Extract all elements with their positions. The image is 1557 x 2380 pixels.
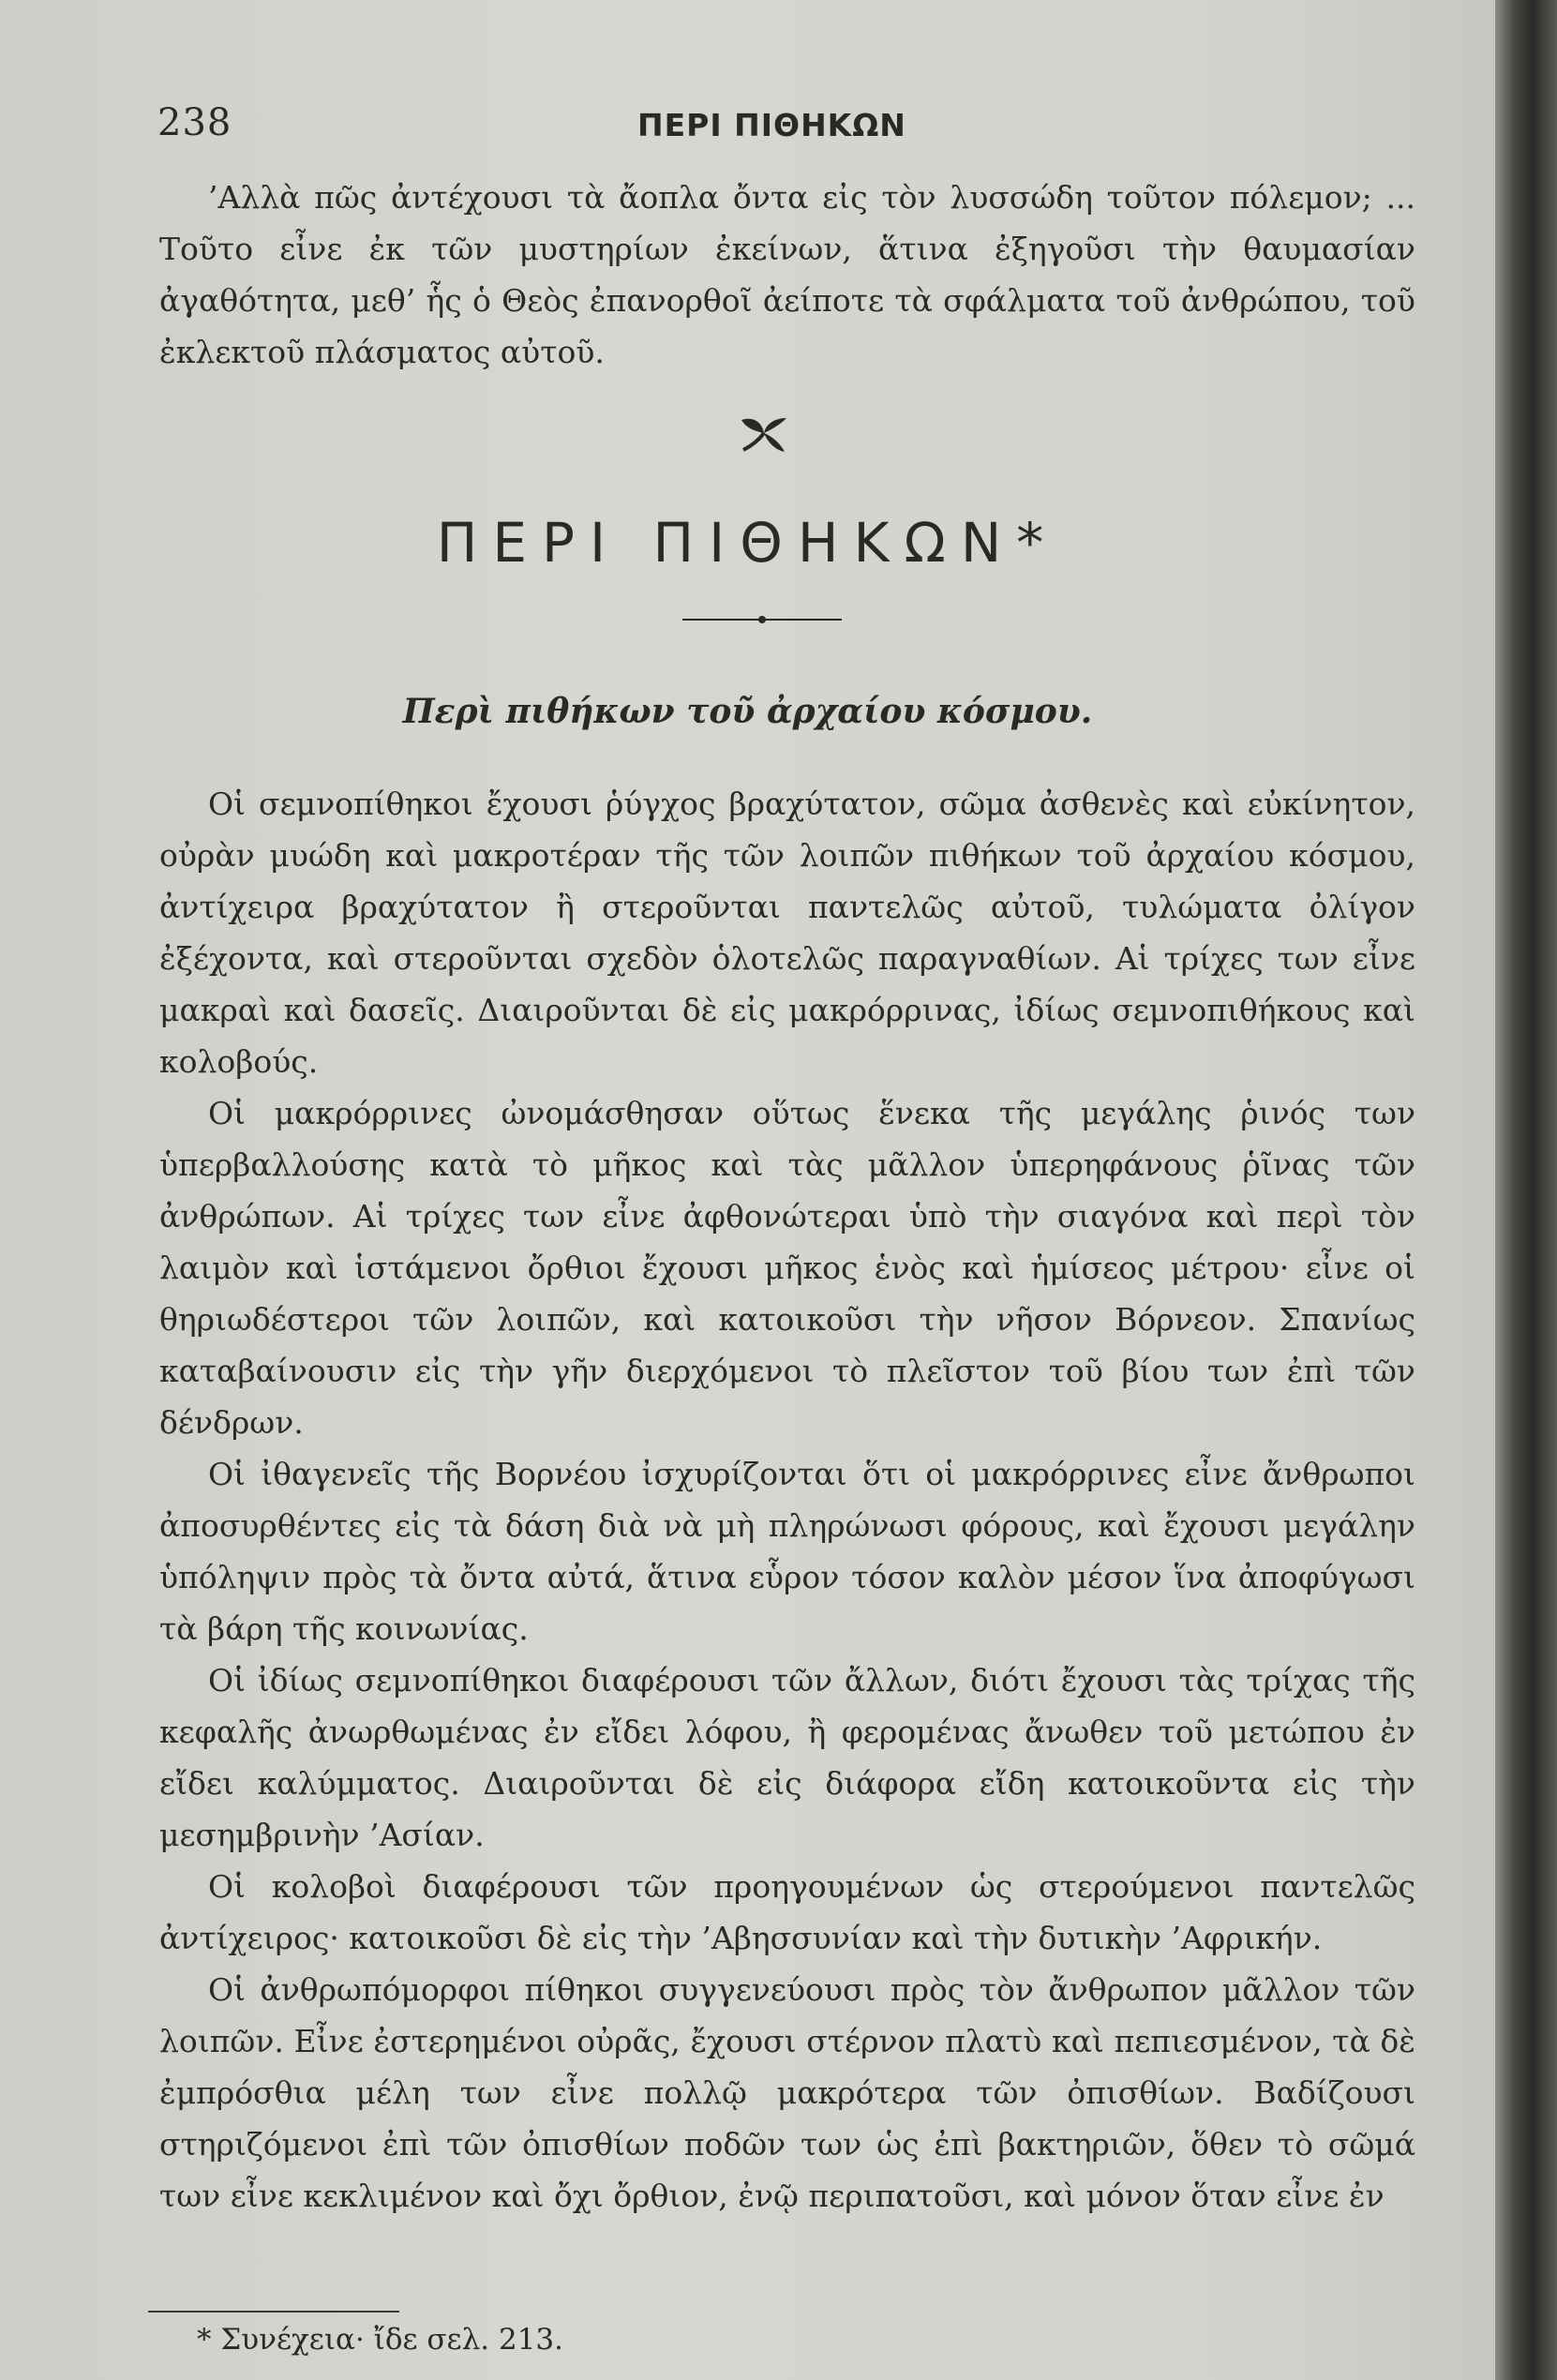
intro-paragraph: ’Αλλὰ πῶς ἀντέχουσι τὰ ἄοπλα ὄντα εἰς τὸν λυσσώδη τοῦτον πόλεμον; ... Τοῦτο εἶνε ἐκ τῶν μυστηρίων ἐκείνων, ἅτινα ἐξηγοῦσι τὴν θαυμασίαν ἀγαθότητα, μεθ’ ἧς ὁ Θεὸς ἐπανορθοῖ ἀείποτε τὰ σφάλματα τοῦ ἀνθρώπου, τοῦ ἐκλεκτοῦ πλάσματος αὐτοῦ. xyxy=(159,179,1415,370)
article-body xyxy=(159,778,1415,2222)
body-paragraph: Οἱ σεμνοπίθηκοι ἔχουσι ῥύγχος βραχύτατον, σῶμα ἀσθενὲς καὶ εὐκίνητον, οὐρὰν μυώδη καὶ μακροτέραν τῆς τῶν λοιπῶν πιθήκων τοῦ ἀρχαίου κόσμου, ἀντίχειρα βραχύτατον ἢ στεροῦνται παντελῶς αὐτοῦ, τυλώματα ὀλίγον ἐξέχοντα, καὶ στεροῦνται σχεδὸν ὁλοτελῶς παραγναθίων. Αἱ τρίχες των εἶνε μακραὶ καὶ δασεῖς. Διαιροῦνται δὲ εἰς μακρόρρινας, ἰδίως σεμνοπιθήκους καὶ κολοβούς. xyxy=(159,786,1415,1080)
body-paragraph: Οἱ ἰδίως σεμνοπίθηκοι διαφέρουσι τῶν ἄλλων, διότι ἔχουσι τὰς τρίχας τῆς κεφαλῆς ἀνωρθωμένας ἐν εἴδει λόφου, ἢ φερομένας ἄνωθεν τοῦ μετώπου ἐν εἴδει καλύμματος. Διαιροῦνται δὲ εἰς διάφορα εἴδη κατοικοῦντα εἰς τὴν μεσημβρινὴν ’Ασίαν. xyxy=(159,1662,1415,1853)
page-gutter-shadow xyxy=(1495,0,1557,2380)
article-title: ΠΕΡΙ ΠΙΘΗΚΩΝ* xyxy=(436,511,1059,575)
footnote: * Συνέχεια· ἴδε σελ. 213. xyxy=(197,2323,563,2357)
leaf-ornament-icon xyxy=(736,412,792,456)
running-head: ΠΕΡΙ ΠΙΘΗΚΩΝ xyxy=(637,107,906,143)
page-header xyxy=(150,101,1444,157)
body-paragraph: Οἱ ἀνθρωπόμορφοι πίθηκοι συγγενεύουσι πρὸς τὸν ἄνθρωπον μᾶλλον τῶν λοιπῶν. Εἶνε ἐστερημένοι οὐρᾶς, ἔχουσι στέρνον πλατὺ καὶ πεπιεσμένον, τὰ δὲ ἐμπρόσθια μέλη των εἶνε πολλῷ μακρότερα τῶν ὀπισθίων. Βαδίζουσι στηριζόμενοι ἐπὶ τῶν ὀπισθίων ποδῶν των ὡς ἐπὶ βακτηριῶν, ὅθεν τὸ σῶμά των εἶνε κεκλιμένον καὶ ὄχι ὄρθιον, ἐνῷ περιπατοῦσι, καὶ μόνον ὅταν εἶνε ἐν xyxy=(159,1971,1415,2214)
title-divider xyxy=(682,615,842,624)
body-paragraph: Οἱ κολοβοὶ διαφέρουσι τῶν προηγουμένων ὡς στερούμενοι παντελῶς ἀντίχειρος· κατοικοῦσι δὲ εἰς τὴν ’Αβησσυνίαν καὶ τὴν δυτικὴν ’Αφρικήν. xyxy=(159,1868,1415,1956)
body-paragraph: Οἱ μακρόρρινες ὠνομάσθησαν οὕτως ἕνεκα τῆς μεγάλης ῥινός των ὑπερβαλλούσης κατὰ τὸ μῆκος καὶ τὰς μᾶλλον ὑπερηφάνους ῥῖνας τῶν ἀνθρώπων. Αἱ τρίχες των εἶνε ἀφθονώτεραι ὑπὸ τὴν σιαγόνα καὶ περὶ τὸν λαιμὸν καὶ ἱστάμενοι ὄρθιοι ἔχουσι μῆκος ἑνὸς καὶ ἡμίσεος μέτρου· εἶνε οἱ θηριωδέστεροι τῶν λοιπῶν, καὶ κατοικοῦσι τὴν νῆσον Βόρνεον. Σπανίως καταβαίνουσιν εἰς τὴν γῆν διερχόμενοι τὸ πλεῖστον τοῦ βίου των ἐπὶ τῶν δένδρων. xyxy=(159,1095,1415,1441)
article-subtitle: Περὶ πιθήκων τοῦ ἀρχαίου κόσμου. xyxy=(402,692,1093,731)
footnote-divider xyxy=(148,2311,399,2313)
body-paragraph: Οἱ ἰθαγενεῖς τῆς Βορνέου ἰσχυρίζονται ὅτι οἱ μακρόρρινες εἶνε ἄνθρωποι ἀποσυρθέντες εἰς τὰ δάση διὰ νὰ μὴ πληρώνωσι φόρους, καὶ ἔχουσι μεγάλην ὑπόληψιν πρὸς τὰ ὄντα αὐτά, ἅτινα εὗρον τόσον καλὸν μέσον ἵνα ἀποφύγωσι τὰ βάρη τῆς κοινωνίας. xyxy=(159,1456,1415,1647)
page-number: 238 xyxy=(157,101,232,144)
